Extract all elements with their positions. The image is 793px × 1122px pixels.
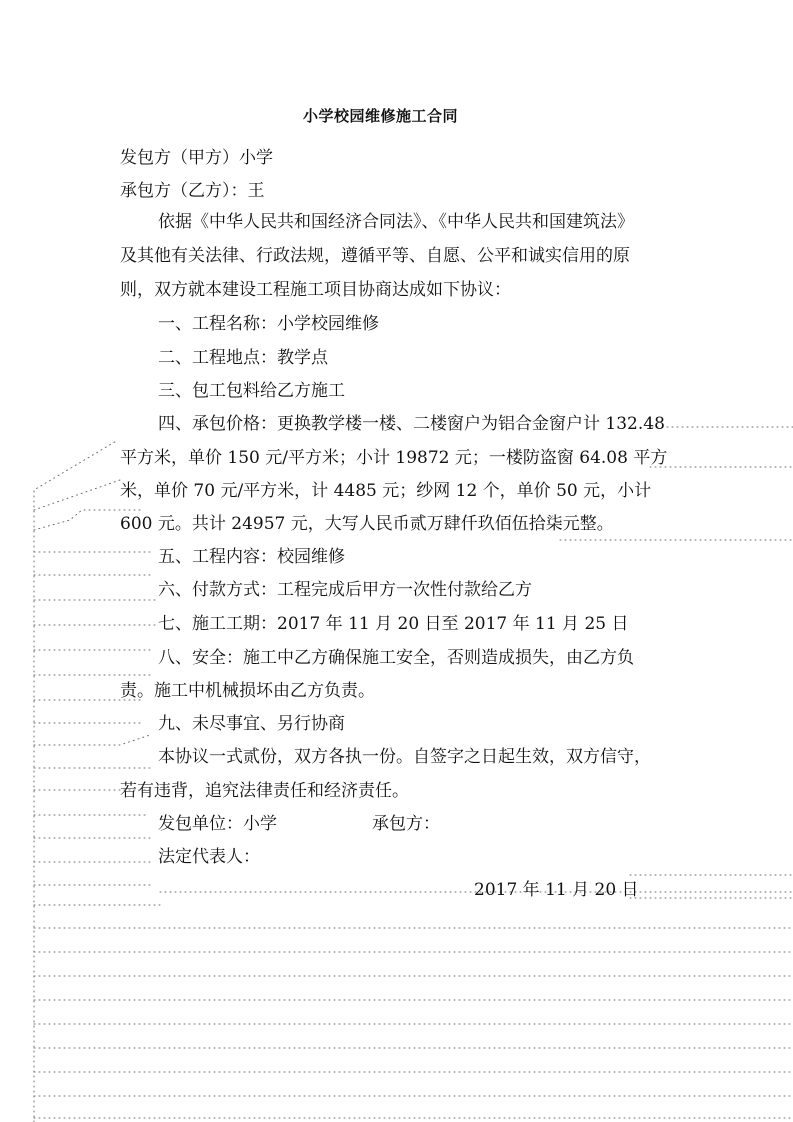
- clause-safety-line-2: 责。施工中机械损坏由乙方负责。: [120, 681, 375, 701]
- clause-payment: 六、付款方式：工程完成后甲方一次性付款给乙方: [158, 580, 532, 600]
- contractor-signature-label: 承包方：: [372, 814, 440, 834]
- signature-date: 2017 年 11 月 20 日: [474, 880, 639, 900]
- clause-contract-mode: 三、包工包料给乙方施工: [158, 381, 345, 401]
- clause-price-line-1: 四、承包价格：更换教学楼一楼、二楼窗户为铝合金窗户计 132.48: [158, 414, 665, 434]
- document-title: 小学校园维修施工合同: [303, 107, 459, 125]
- clause-other-matters: 九、未尽事宜、另行协商: [158, 714, 345, 734]
- clause-schedule: 七、施工工期：2017 年 11 月 20 日至 2017 年 11 月 25 日: [158, 614, 629, 634]
- preamble-line-1: 依据《中华人民共和国经济合同法》、《中华人民共和国建筑法》: [158, 212, 634, 232]
- party-a-line: 发包方（甲方）小学: [120, 148, 273, 168]
- clause-price-line-2: 平方米，单价 150 元/平方米；小计 19872 元；一楼防盗窗 64.08 平方: [120, 448, 668, 468]
- clause-work-content: 五、工程内容：校园维修: [158, 547, 345, 567]
- preamble-line-3: 则，双方就本建设工程施工项目协商达成如下协议：: [120, 280, 511, 300]
- party-b-line: 承包方（乙方）：王: [120, 181, 265, 201]
- legal-representative-label: 法定代表人：: [158, 847, 260, 867]
- clause-price-line-3: 米，单价 70 元/平方米，计 4485 元；纱网 12 个，单价 50 元，小计: [120, 481, 652, 501]
- closing-line-1: 本协议一式贰份，双方各执一份。自签字之日起生效，双方信守，: [158, 747, 651, 767]
- preamble-line-2: 及其他有关法律、行政法规，遵循平等、自愿、公平和诚实信用的原: [120, 246, 630, 266]
- clause-project-name: 一、工程名称：小学校园维修: [158, 314, 379, 334]
- clause-project-location: 二、工程地点：教学点: [158, 348, 328, 368]
- employer-signature-label: 发包单位：小学: [158, 814, 277, 834]
- clause-safety-line-1: 八、安全：施工中乙方确保施工安全，否则造成损失，由乙方负: [158, 648, 634, 668]
- clause-price-line-4: 600 元。共计 24957 元，大写人民币贰万肆仟玖佰伍拾柒元整。: [120, 514, 614, 534]
- closing-line-2: 若有违背，追究法律责任和经济责任。: [120, 781, 409, 801]
